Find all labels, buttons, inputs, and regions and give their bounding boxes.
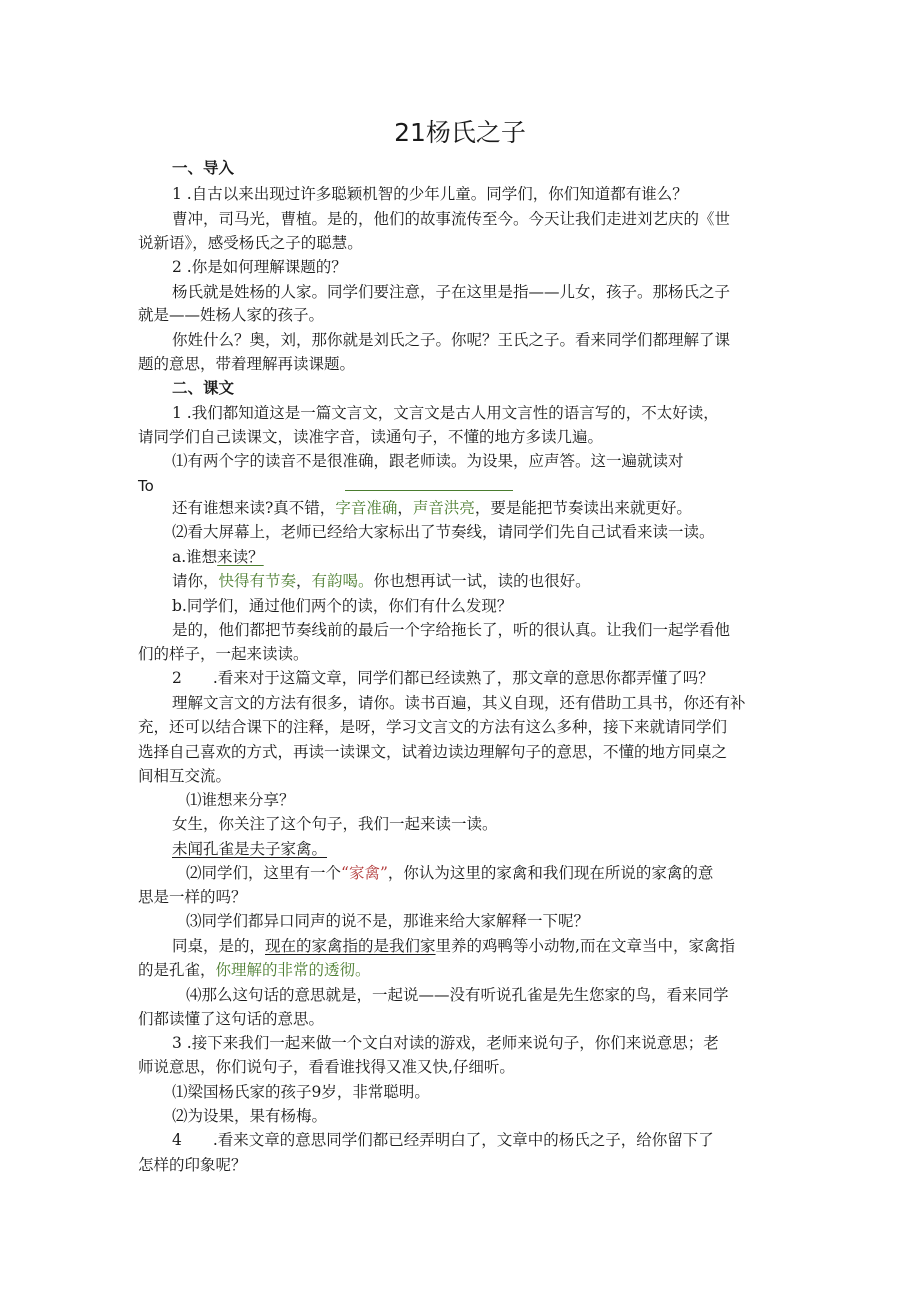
paragraph-line: ⑴谁想来分享？ [186, 791, 295, 809]
paragraph-line: 3 .接下来我们一起来做一个文白对读的游戏，老师来说句子，你们来说意思；老 [172, 1034, 719, 1052]
paragraph-line: 请同学们自己读课文，读准字音，读通句子，不懂的地方多读几遍。 [138, 428, 604, 446]
paragraph-line [172, 571, 591, 591]
text-run: 的是孔雀， [138, 961, 216, 979]
text-run: 同桌，是的， [172, 937, 266, 955]
paragraph-line: To [138, 477, 154, 495]
green-rule-line [345, 490, 513, 491]
paragraph-line: 1 .我们都知道这是一篇文言文，文言文是古人用文言性的语言写的，不太好读， [172, 404, 719, 422]
paragraph-line [172, 498, 692, 518]
paragraph-line: ⑶同学们都异口同声的说不是，那谁来给大家解释一下呢？ [186, 912, 590, 930]
underlined-text: 现在的家禽指的是我们家 [265, 937, 436, 955]
keyword-highlight: “家禽” [341, 864, 388, 882]
praise-highlight: 快得有节奏 [218, 572, 297, 590]
text-run: a.谁想 [172, 548, 218, 566]
praise-highlight: 声音洪亮 [412, 499, 475, 517]
praise-highlight: 字音准确 [335, 499, 398, 517]
paragraph-line [186, 863, 713, 883]
paragraph-line: 曹冲，司马光，曹植。是的，他们的故事流传至今。今天让我们走进刘艺庆的《世 [172, 210, 731, 228]
paragraph-line: 充，还可以结合课下的注释，是呀，学习文言文的方法有这么多种，接下来就请同学们 [138, 718, 728, 736]
underlined-text: 来读？ [217, 548, 264, 566]
text-run: ， [397, 499, 413, 517]
paragraph-line: 是的，他们都把节奏线前的最后一个字给拖长了，听的很认真。让我们一起学看他 [172, 621, 731, 639]
text-run: ⑵同学们，这里有一个 [186, 864, 342, 882]
paragraph-line [138, 960, 371, 980]
section-heading-intro: 一、导入 [172, 159, 235, 177]
text-run: 里养的鸡鸭等小动物,而在文章当中，家禽指 [435, 937, 735, 955]
text-run: 请你， [172, 572, 219, 590]
paragraph-line: 怎样的印象呢？ [138, 1156, 247, 1174]
paragraph-line: 们都读懂了这句话的意思。 [138, 1010, 325, 1028]
paragraph-line: ⑴梁国杨氏家的孩子9岁，非常聪明。 [172, 1083, 430, 1101]
paragraph-line: 杨氏就是姓杨的人家。同学们要注意，子在这里是指——儿女，孩子。那杨氏之子 [172, 283, 731, 301]
paragraph-line: 说新语》，感受杨氏之子的聪慧。 [138, 234, 363, 252]
paragraph-line: 1 .自古以来出现过许多聪颖机智的少年儿童。同学们，你们知道都有谁么？ [172, 185, 688, 203]
text-run: ，你认为这里的家禽和我们现在所说的家禽的意 [387, 864, 714, 882]
paragraph-line: ⑵看大屏幕上，老师已经给大家标出了节奏线，请同学们先自己试看来读一读。 [172, 523, 715, 541]
paragraph-line: 就是——姓杨人家的孩子。 [138, 306, 325, 324]
paragraph-line: 理解文言文的方法有很多，请你。读书百遍，其义自现，还有借助工具书，你还有补 [172, 694, 746, 712]
paragraph-line: 4 .看来文章的意思同学们都已经弄明白了，文章中的杨氏之子，给你留下了 [172, 1131, 714, 1149]
paragraph-line: ⑷那么这句话的意思就是，一起说——没有听说孔雀是先生您家的鸟，看来同学 [186, 986, 729, 1004]
text-run: 你也想再试一试，读的也很好。 [373, 572, 591, 590]
section-heading-text: 二、课文 [172, 379, 235, 397]
praise-highlight: 你理解的非常的透彻。 [215, 961, 371, 979]
paragraph-line: ⑵为设果，果有杨梅。 [172, 1107, 328, 1125]
paragraph-line: ⑴有两个字的读音不是很准确，跟老师读。为设果，应声答。这一遍就读对 [172, 452, 684, 470]
quoted-sentence: 未闻孔雀是夫子家禽。 [172, 840, 328, 858]
paragraph-line: 你姓什么？奥，刘，那你就是刘氏之子。你呢？王氏之子。看来同学们都理解了课 [172, 331, 731, 349]
paragraph-line: 们的样子，一起来读读。 [138, 645, 309, 663]
text-run: ， [296, 572, 312, 590]
paragraph-line [172, 936, 735, 956]
paragraph-line: b.同学们，通过他们两个的读，你们有什么发现？ [172, 597, 513, 615]
paragraph-line: 间相互交流。 [138, 767, 232, 785]
paragraph-line [172, 547, 264, 567]
page-title: 21杨氏之子 [394, 118, 526, 147]
praise-highlight: 有韵喝。 [311, 572, 374, 590]
text-run: ，要是能把节奏读出来就更好。 [474, 499, 692, 517]
paragraph-line: 师说意思，你们说句子，看看谁找得又准又快,仔细听。 [138, 1058, 515, 1076]
paragraph-line: 题的意思，带着理解再读课题。 [138, 355, 356, 373]
paragraph-line: 思是一样的吗？ [138, 888, 247, 906]
text-run: 还有谁想来读?真不错， [172, 499, 336, 517]
paragraph-line: 女生，你关注了这个句子，我们一起来读一读。 [172, 815, 498, 833]
paragraph-line: 2 .你是如何理解课题的？ [172, 258, 347, 276]
paragraph-line: 2 .看来对于这篇文章，同学们都已经读熟了，那文章的意思你都弄懂了吗？ [172, 669, 714, 687]
paragraph-line: 选择自己喜欢的方式，再读一读课文，试着边读边理解句子的意思，不懂的地方同桌之 [138, 743, 728, 761]
